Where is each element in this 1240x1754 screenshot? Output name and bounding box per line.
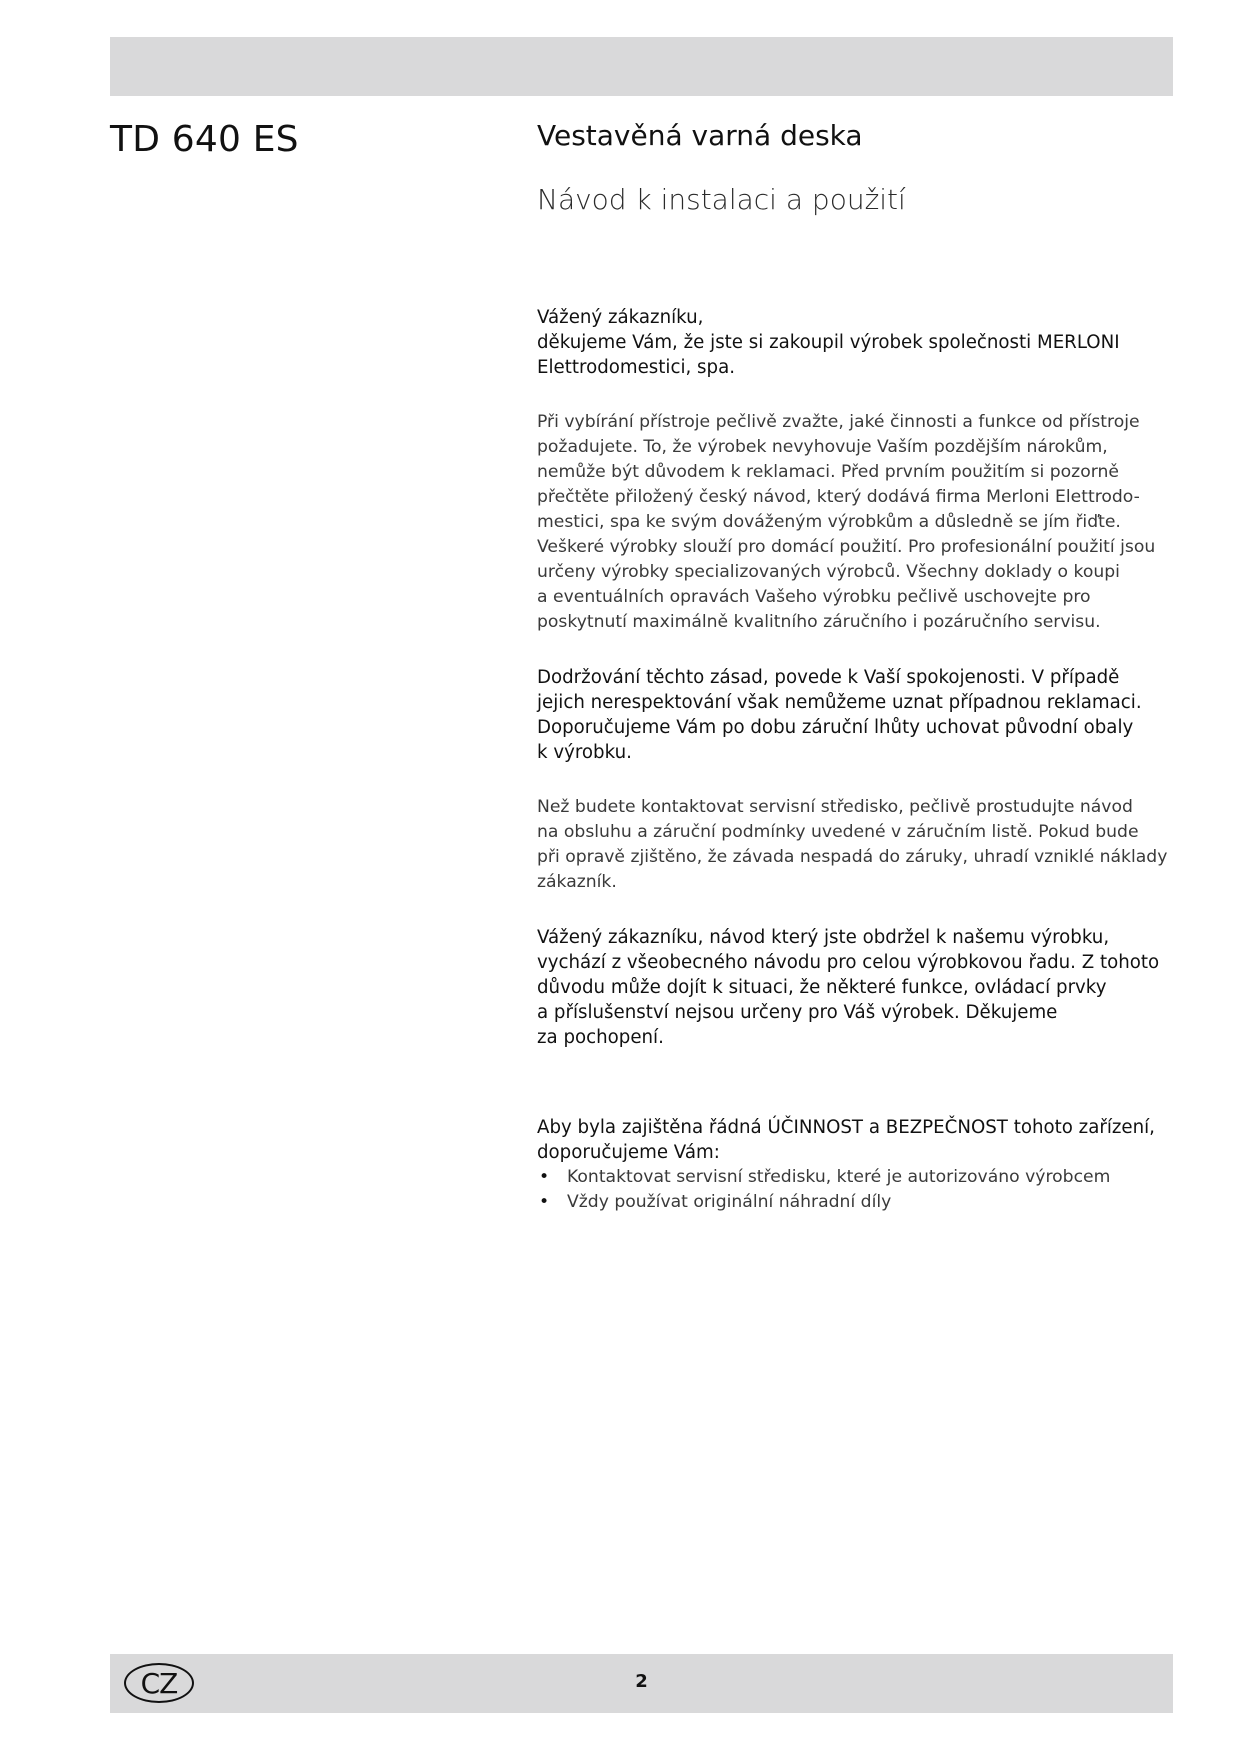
paragraph-line: Při vybírání přístroje pečlivě zvažte, jaké činnosti a funkce od přístroje	[537, 412, 1140, 432]
main-content	[537, 305, 1177, 1215]
model-number: TD 640 ES	[110, 119, 299, 160]
country-code-badge: CZ	[124, 1663, 194, 1703]
greeting-paragraph	[537, 305, 1177, 380]
bullet-icon: •	[539, 1167, 550, 1187]
paragraph-line: jejich nerespektování však nemůžeme uznat případnou reklamaci.	[537, 692, 1142, 713]
paragraph-line: mestici, spa ke svým dováženým výrobkům a důsledně se jím řiďte.	[537, 512, 1121, 532]
page-number: 2	[635, 1671, 648, 1692]
paragraph-line: Veškeré výrobky slouží pro domácí použití. Pro profesionální použití jsou	[537, 537, 1156, 557]
list-item-text: Kontaktovat servisní středisku, které je autorizováno výrobcem	[567, 1167, 1111, 1187]
paragraph-line: za pochopení.	[537, 1027, 664, 1048]
bullet-icon: •	[539, 1192, 550, 1212]
paragraph-line: Elettrodomestici, spa.	[537, 357, 736, 378]
paragraph-line: a příslušenství nejsou určeny pro Váš výrobek. Děkujeme	[537, 1002, 1058, 1023]
paragraph-line: Doporučujeme Vám po dobu záruční lhůty uchovat původní obaly	[537, 717, 1134, 738]
notice-paragraph	[537, 925, 1177, 1050]
intro-paragraph	[537, 410, 1177, 635]
paragraph-line: Než budete kontaktovat servisní středisko, pečlivě prostudujte návod	[537, 797, 1133, 817]
paragraph-line: Vážený zákazníku, návod který jste obdržel k našemu výrobku,	[537, 927, 1110, 948]
compliance-paragraph	[537, 665, 1177, 765]
list-item	[537, 1165, 1177, 1190]
paragraph-line: Dodržování těchto zásad, povede k Vaší spokojenosti. V případě	[537, 667, 1120, 688]
list-item-text: Vždy používat originální náhradní díly	[567, 1192, 892, 1212]
header-bar	[110, 37, 1173, 96]
document-title: Vestavěná varná deska	[537, 119, 863, 152]
paragraph-line: určeny výrobky specializovaných výrobců. Všechny doklady o koupi	[537, 562, 1120, 582]
paragraph-line: požadujete. To, že výrobek nevyhovuje Vaším pozdějším nárokům,	[537, 437, 1108, 457]
paragraph-line: Vážený zákazníku,	[537, 307, 704, 328]
paragraph-line: a eventuálních opravách Vašeho výrobku pečlivě uschovejte pro	[537, 587, 1091, 607]
paragraph-line: přečtěte přiložený český návod, který dodává firma Merloni Elettrodo-	[537, 487, 1140, 507]
paragraph-line: Aby byla zajištěna řádná ÚČINNOST a BEZPEČNOST tohoto zařízení,	[537, 1117, 1155, 1138]
paragraph-line: zákazník.	[537, 872, 617, 892]
document-subtitle: Návod k instalaci a použití	[537, 183, 906, 216]
list-item	[537, 1190, 1177, 1215]
paragraph-line: na obsluhu a záruční podmínky uvedené v záručním listě. Pokud bude	[537, 822, 1139, 842]
paragraph-line: nemůže být důvodem k reklamaci. Před prvním použitím si pozorně	[537, 462, 1119, 482]
paragraph-line: doporučujeme Vám:	[537, 1142, 720, 1163]
paragraph-line: k výrobku.	[537, 742, 632, 763]
recommendation-list	[537, 1165, 1177, 1215]
paragraph-line: vychází z všeobecného návodu pro celou výrobkovou řadu. Z tohoto	[537, 952, 1160, 973]
paragraph-line: důvodu může dojít k situaci, že některé funkce, ovládací prvky	[537, 977, 1107, 998]
safety-paragraph	[537, 1115, 1177, 1165]
paragraph-line: poskytnutí maximálně kvalitního záručního i pozáručního servisu.	[537, 612, 1101, 632]
paragraph-line: děkujeme Vám, že jste si zakoupil výrobek společnosti MERLONI	[537, 332, 1120, 353]
service-paragraph	[537, 795, 1177, 895]
paragraph-line: při opravě zjištěno, že závada nespadá do záruky, uhradí vzniklé náklady	[537, 847, 1168, 867]
footer-bar	[110, 1654, 1173, 1713]
